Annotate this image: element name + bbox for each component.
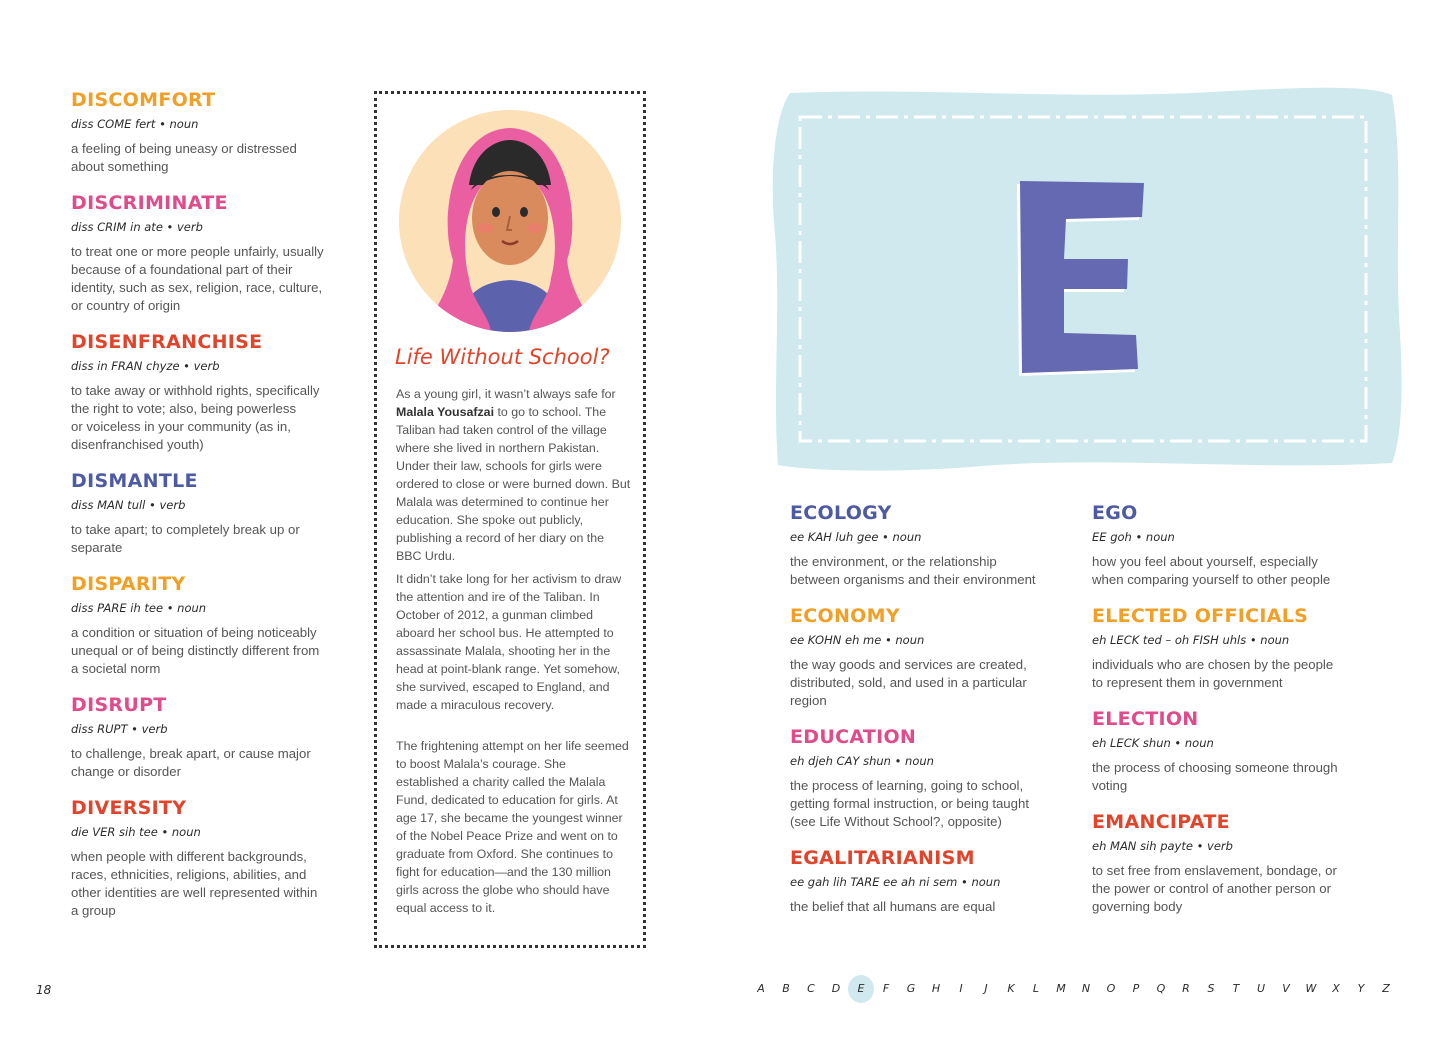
definition-line: because of a foundational part of their [71,262,293,277]
alphabet-letter-s: S [1207,982,1215,995]
definition-line: to take apart; to completely break up or [71,522,300,537]
entry-economy [790,607,1075,710]
alphabet-letter-t: T [1232,982,1240,995]
entry-pronunciation: diss COME fert • noun [71,117,199,131]
entry-word: EGALITARIANISM [790,847,975,869]
definition-line: a feeling of being uneasy or distressed [71,141,297,156]
definition-line: to treat one or more people unfairly, usually [71,244,324,259]
definition-line: separate [71,540,123,555]
paragraph-text: As a young girl, it wasn’t always safe for [396,387,616,401]
entry-pronunciation: diss RUPT • verb [71,722,168,736]
alphabet-letter-u: U [1256,982,1266,995]
alphabet-letter-z: Z [1382,982,1390,995]
definition-line: disenfranchised youth) [71,437,204,452]
entry-word: EDUCATION [790,726,917,748]
definition-line: the environment, or the relationship [790,554,997,569]
entry-pronunciation: eh djeh CAY shun • noun [790,754,934,768]
alphabet-letter-e: E [848,975,874,1003]
entry-pronunciation: die VER sih tee • noun [71,825,201,839]
definition-line: individuals who are chosen by the people [1092,657,1334,672]
entry-egalitarianism [790,849,1075,916]
entry-definition [71,624,361,678]
definition-line: or voiceless in your community (as in, [71,419,291,434]
entry-disenfranchise [71,333,361,454]
alphabet-letter-n: N [1081,982,1091,995]
definition-line: unequal or of being distinctly different from [71,643,320,658]
page-number: 18 [36,983,52,997]
sidebar-paragraph-2: It didn’t take long for her activism to draw the attention and ire of the Taliban. In October of 2012, a gunman climbed aboard her school bus. He attempted to assassinate Malala, shooting her in the head at point-blank range. Yet somehow, she survived, escaped to England, and made a miraculous recovery. [396,572,622,712]
sidebar-paragraph-3: The frightening attempt on her life seemed to boost Malala’s courage. She established a charity called the Malala Fund, dedicated to education for girls. At age 17, she became the youngest winner of the Nobel Peace Prize and went on to graduate from Oxford. She continues to fight for education—and the 130 million girls across the globe who should have equal access to it. [396,739,629,915]
entry-pronunciation: eh LECK ted – oh FISH uhls • noun [1092,633,1290,647]
entry-pronunciation: ee gah lih TARE ee ah ni sem • noun [790,875,1001,889]
panel-letter: E [770,83,771,84]
definition-line: change or disorder [71,764,181,779]
alphabet-letter-l: L [1032,982,1040,995]
alphabet-letter-v: V [1282,982,1290,995]
definition-line: the way goods and services are created, [790,657,1027,672]
alphabet-letter-o: O [1106,982,1116,995]
definition-line: distributed, sold, and used in a particular [790,675,1027,690]
definition-line: the process of choosing someone through [1092,760,1338,775]
sidebar-title: Life Without School? [395,345,610,369]
entry-diversity [71,799,361,920]
entry-word: DISRUPT [71,694,167,716]
alphabet-letter-g: G [906,982,916,995]
alphabet-navigation [748,975,1408,1003]
entry-pronunciation: eh MAN sih payte • verb [1092,839,1233,853]
alphabet-letter-k: K [1007,982,1015,995]
entry-definition [1092,862,1382,916]
entry-pronunciation: ee KAH luh gee • noun [790,530,922,544]
definition-line: (see Life Without School?, opposite) [790,814,1002,829]
entry-definition [71,382,361,454]
entry-word: DISCRIMINATE [71,192,228,214]
definition-line: to take away or withhold rights, specifically [71,383,320,398]
definition-line: getting formal instruction, or being taught [790,796,1029,811]
definition-line: when comparing yourself to other people [1092,572,1331,587]
alphabet-letter-p: P [1132,982,1140,995]
definition-line: to set free from enslavement, bondage, or [1092,863,1337,878]
entry-definition [790,898,1075,916]
alphabet-letter-c: C [807,982,815,995]
entry-pronunciation: EE goh • noun [1092,530,1175,544]
entry-definition [790,777,1075,831]
definition-line: region [790,693,827,708]
entry-education [790,728,1075,831]
entry-election [1092,710,1382,795]
alphabet-letter-x: X [1332,982,1340,995]
paragraph-text: to go to school. The Taliban had taken control of the village where she lived in northern Pakistan. Under their law, schools for girls were ordered to close or were burned down. But Malala was determined to continue her education. She spoke out publicly, publishing a record of her diary on the BBC Urdu. [396,405,631,563]
entry-definition [1092,553,1382,589]
entry-definition [1092,656,1382,692]
alphabet-letter-m: M [1056,982,1066,995]
entry-dismantle [71,472,361,557]
definition-line: to represent them in government [1092,675,1283,690]
entry-disparity [71,575,361,678]
entry-word: DISCOMFORT [71,89,216,111]
entry-definition [71,848,361,920]
definition-line: voting [1092,778,1128,793]
alphabet-letter-y: Y [1357,982,1365,995]
entry-pronunciation: eh LECK shun • noun [1092,736,1214,750]
definition-line: or country of origin [71,298,181,313]
definition-line: about something [71,159,169,174]
alphabet-letter-i: I [959,982,963,995]
definition-line: the power or control of another person or [1092,881,1331,896]
entry-word: ELECTION [1092,708,1199,730]
definition-line: other identities are well represented within [71,885,318,900]
entry-word: DIVERSITY [71,797,187,819]
entry-word: ECONOMY [790,605,900,627]
entry-discriminate [71,194,361,315]
definition-line: the belief that all humans are equal [790,899,996,914]
definition-line: a group [71,903,116,918]
definition-line: the right to vote; also, being powerless [71,401,297,416]
entry-pronunciation: diss PARE ih tee • noun [71,601,207,615]
entry-pronunciation: diss MAN tull • verb [71,498,186,512]
entry-elected-officials [1092,607,1382,692]
entry-ecology [790,504,1075,589]
alphabet-letter-a: A [757,982,765,995]
definition-line: the process of learning, going to school, [790,778,1024,793]
definition-line: identity, such as sex, religion, race, culture, [71,280,323,295]
definition-line: between organisms and their environment [790,572,1036,587]
entry-definition [71,745,361,781]
entry-word: DISMANTLE [71,470,198,492]
entry-word: DISENFRANCHISE [71,331,263,353]
alphabet-letter-d: D [831,982,841,995]
entry-pronunciation: diss in FRAN chyze • verb [71,359,220,373]
definition-line: to challenge, break apart, or cause major [71,746,311,761]
malala-portrait-illustration [399,110,621,332]
definition-line: a condition or situation of being noticeably [71,625,317,640]
alphabet-letter-h: H [931,982,941,995]
entry-definition [71,521,361,557]
entry-pronunciation: diss CRIM in ate • verb [71,220,203,234]
alphabet-letter-b: B [782,982,790,995]
definition-line: a societal norm [71,661,161,676]
definition-line: governing body [1092,899,1183,914]
entry-definition [790,553,1075,589]
entry-definition [71,140,361,176]
entry-pronunciation: ee KOHN eh me • noun [790,633,925,647]
entry-emancipate [1092,813,1382,916]
alphabet-letter-r: R [1182,982,1190,995]
entry-disrupt [71,696,361,781]
entry-definition [71,243,361,315]
sidebar-paragraph-1 [396,385,632,565]
entry-definition [1092,759,1382,795]
alphabet-letter-j: J [984,982,988,995]
entry-discomfort [71,91,361,176]
entry-word: EGO [1092,502,1138,524]
alphabet-letter-q: Q [1156,982,1166,995]
alphabet-letter-f: F [882,982,890,995]
entry-word: EMANCIPATE [1092,811,1230,833]
malala-name: Malala Yousafzai [396,405,495,419]
letter-e-panel [770,83,1402,473]
entry-word: DISPARITY [71,573,186,595]
definition-line: races, ethnicities, religions, abilities, and [71,867,307,882]
definition-line: how you feel about yourself, especially [1092,554,1318,569]
definition-line: when people with different backgrounds, [71,849,307,864]
alphabet-letter-w: W [1305,982,1317,995]
entry-definition [790,656,1075,710]
entry-ego [1092,504,1382,589]
entry-word: ECOLOGY [790,502,892,524]
entry-word: ELECTED OFFICIALS [1092,605,1309,627]
